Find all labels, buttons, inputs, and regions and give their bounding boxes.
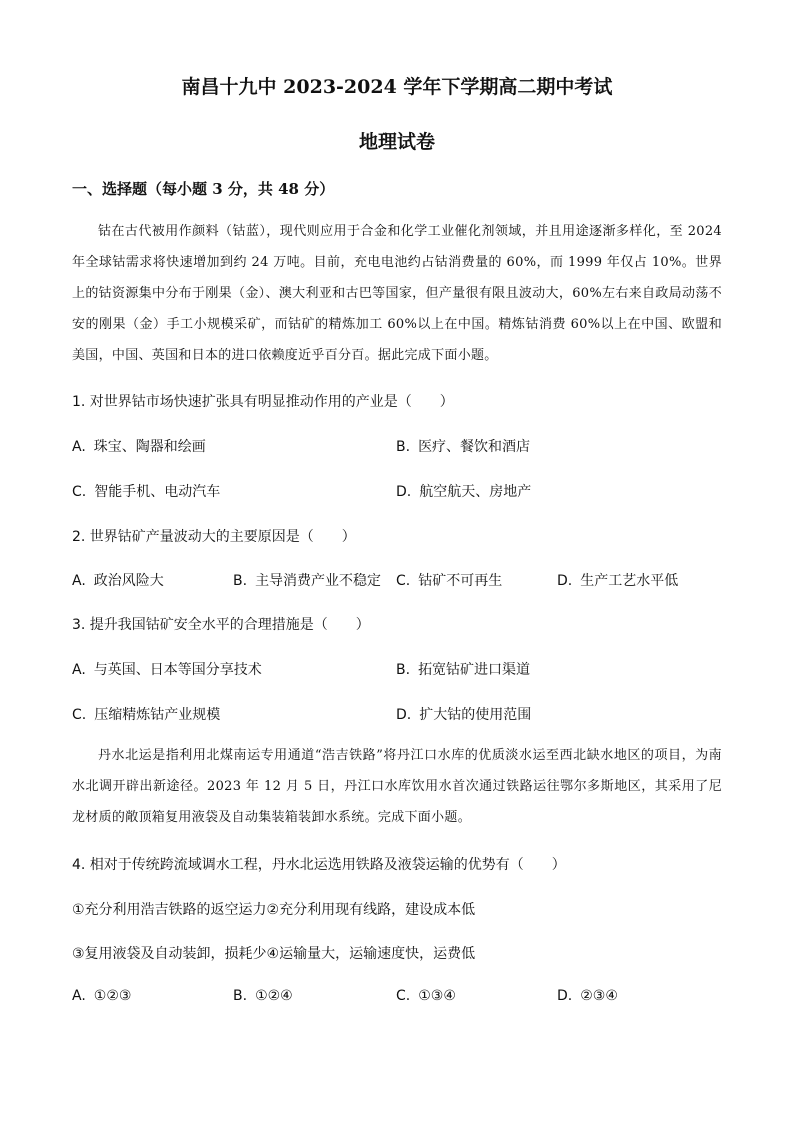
option-letter: C. (396, 988, 411, 1004)
question-2-option-d[interactable] (557, 570, 678, 590)
option-letter: C. (72, 484, 87, 500)
option-text: ①③④ (418, 988, 456, 1004)
reading-passage-cobalt (72, 216, 722, 371)
option-letter: B. (396, 662, 411, 678)
question-3-option-a[interactable] (72, 659, 262, 679)
option-letter: D. (396, 484, 412, 500)
question-4-items-line-2: ③复用液袋及自动装卸，损耗少④运输量大，运输速度快，运费低 (72, 946, 476, 962)
question-4-option-d[interactable] (557, 988, 618, 1004)
question-1-option-a[interactable] (72, 436, 206, 456)
option-letter: B. (233, 573, 248, 589)
option-text: 航空航天、房地产 (419, 484, 532, 500)
option-letter: B. (396, 439, 411, 455)
question-2-option-c[interactable] (396, 570, 502, 590)
option-text: 钴矿不可再生 (418, 573, 503, 589)
option-letter: D. (396, 707, 412, 723)
option-letter: A. (72, 573, 86, 589)
question-4-stem: 4. 相对于传统跨流域调水工程，丹水北运选用铁路及液袋运输的优势有（ ） (72, 857, 566, 873)
passage-text: 钴在古代被用作颜料（钴蓝），现代则应用于合金和化学工业催化剂领域，并且用途逐渐多样化，至 2024 年全球钴需求将快速增加到约 24 万吨。目前，充电电池约占钴消费量的 60%，而 1999 年仅占 10%。世界上的钴资源集中分布于刚果（金）、澳大利亚和古巴等国家，但产量很有限且波动大，60%左右来自政局动荡不安的刚果（金）手工小规模采矿，而钴矿的精炼加工 60%以上在中国。精炼钴消费 60%以上在中国、欧盟和美国，中国、英国和日本的进口依赖度近乎百分百。据此完成下面小题。 (72, 224, 722, 363)
question-4-option-b[interactable] (233, 988, 293, 1004)
option-text: ①②④ (255, 988, 293, 1004)
passage-text: 丹水北运是指利用北煤南运专用通道“浩吉铁路”将丹江口水库的优质淡水运至西北缺水地区的项目，为南水北调开辟出新途径。2023 年 12 月 5 日，丹江口水库饮用水首次通过铁路运往鄂尔多斯地区，其采用了尼龙材质的敞顶箱复用液袋及自动集装箱装卸水系统。完成下面小题。 (72, 748, 722, 825)
question-3-option-c[interactable] (72, 704, 220, 724)
option-text: 主导消费产业不稳定 (255, 573, 382, 589)
option-letter: C. (396, 573, 411, 589)
question-3-option-d[interactable] (396, 704, 531, 724)
question-1-option-b[interactable] (396, 436, 530, 456)
question-1-stem: 1. 对世界钴市场快速扩张具有明显推动作用的产业是（ ） (72, 394, 454, 410)
question-1-option-c[interactable] (72, 481, 220, 501)
option-letter: C. (72, 707, 87, 723)
exam-title: 南昌十九中 2023-2024 学年下学期高二期中考试 (181, 76, 613, 98)
option-letter: A. (72, 988, 86, 1004)
section-heading: 一、选择题（每小题 3 分，共 48 分） (72, 180, 335, 198)
question-4-option-a[interactable] (72, 988, 131, 1004)
option-letter: A. (72, 439, 86, 455)
option-letter: B. (233, 988, 248, 1004)
question-3-stem: 3. 提升我国钴矿安全水平的合理措施是（ ） (72, 617, 370, 633)
question-2-option-b[interactable] (233, 570, 381, 590)
option-text: 珠宝、陶器和绘画 (93, 439, 206, 455)
option-letter: D. (557, 573, 573, 589)
option-letter: D. (557, 988, 573, 1004)
option-text: ②③④ (580, 988, 618, 1004)
option-text: 智能手机、电动汽车 (94, 484, 221, 500)
question-4-items-line-1: ①充分利用浩吉铁路的返空运力②充分利用现有线路，建设成本低 (72, 902, 476, 918)
question-1-option-d[interactable] (396, 481, 531, 501)
option-text: 拓宽钴矿进口渠道 (418, 662, 531, 678)
option-text: 政治风险大 (93, 573, 164, 589)
option-text: 医疗、餐饮和酒店 (418, 439, 531, 455)
question-3-option-b[interactable] (396, 659, 530, 679)
option-text: 压缩精炼钴产业规模 (94, 707, 221, 723)
exam-subject-title: 地理试卷 (358, 131, 435, 153)
question-2-option-a[interactable] (72, 570, 164, 590)
question-2-stem: 2. 世界钴矿产量波动大的主要原因是（ ） (72, 529, 356, 545)
option-text: 与英国、日本等国分享技术 (93, 662, 262, 678)
option-text: 扩大钴的使用范围 (419, 707, 532, 723)
option-text: 生产工艺水平低 (580, 573, 679, 589)
option-letter: A. (72, 662, 86, 678)
question-4-option-c[interactable] (396, 988, 456, 1004)
reading-passage-water (72, 740, 722, 833)
option-text: ①②③ (93, 988, 132, 1004)
